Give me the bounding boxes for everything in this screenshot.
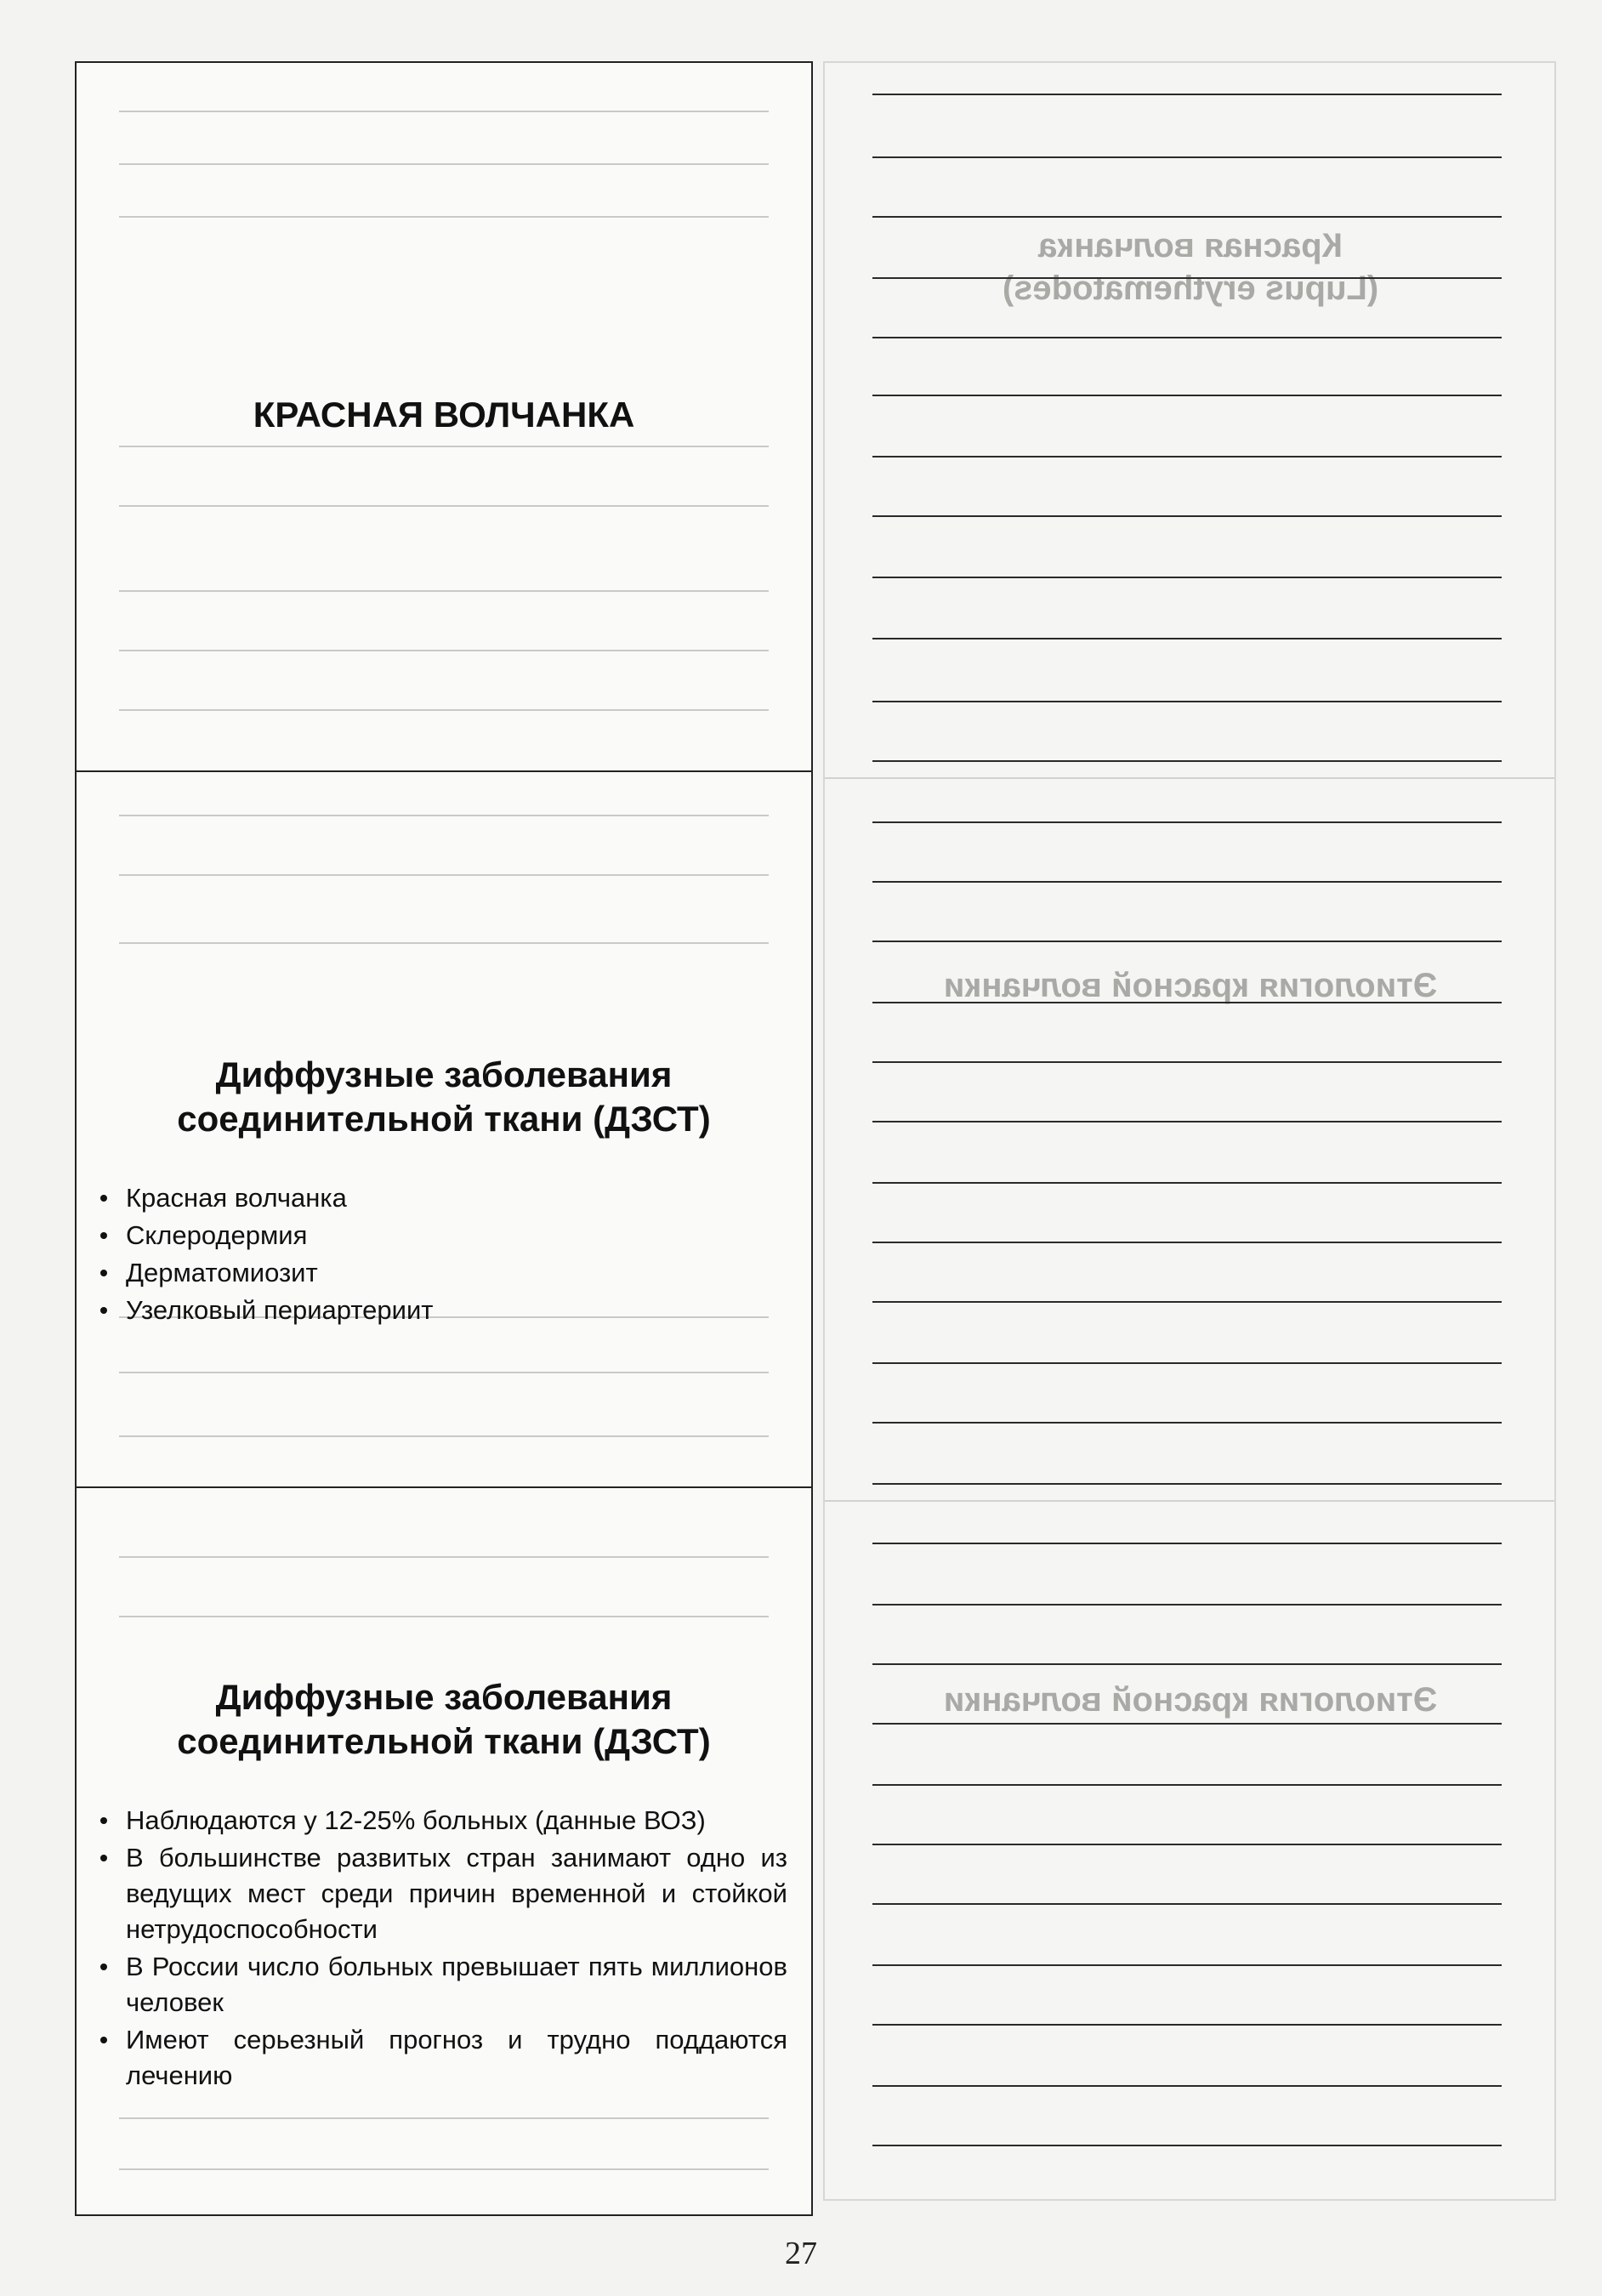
notes-column (823, 61, 1556, 2201)
bullet-list (97, 1803, 787, 2095)
slides-column (75, 61, 813, 2216)
mirrored-heading: Этиология красной волчанки (943, 967, 1438, 1004)
slide-title: КРАСНАЯ ВОЛЧАНКА (253, 395, 635, 435)
slide-title-line2: соединительной ткани (ДЗСТ) (177, 1721, 711, 1761)
list-item: Дерматомиозит (97, 1255, 777, 1291)
slide-title-card (77, 63, 811, 772)
slide-dzst-facts (77, 1488, 811, 2214)
list-item: Имеют серьезный прогноз и трудно поддаются лечению (97, 2022, 787, 2094)
list-item: Красная волчанка (97, 1180, 777, 1216)
list-item: Наблюдаются у 12-25% больных (данные ВОЗ) (97, 1803, 787, 1839)
section-divider (825, 1500, 1554, 1502)
list-item: Склеродермия (97, 1218, 777, 1253)
list-item: В России число больных превышает пять миллионов человек (97, 1949, 787, 2020)
slide-dzst-list (77, 772, 811, 1488)
page-number: 27 (785, 2236, 817, 2271)
mirrored-heading: Красная волчанка (Lupus erythematodes) (1002, 227, 1379, 307)
list-item: В большинстве развитых стран занимают одно из ведущих мест среди причин временной и стойкой нетрудоспособности (97, 1840, 787, 1947)
slide-title-line1: Диффузные заболевания (215, 1054, 673, 1094)
mirrored-heading: Этиология красной волчанки (943, 1681, 1438, 1719)
section-divider (825, 777, 1554, 779)
list-item: Узелковый периартериит (97, 1293, 777, 1328)
slide-title-line2: соединительной ткани (ДЗСТ) (177, 1099, 711, 1139)
slide-title-line1: Диффузные заболевания (215, 1677, 673, 1717)
bullet-list (97, 1180, 777, 1330)
